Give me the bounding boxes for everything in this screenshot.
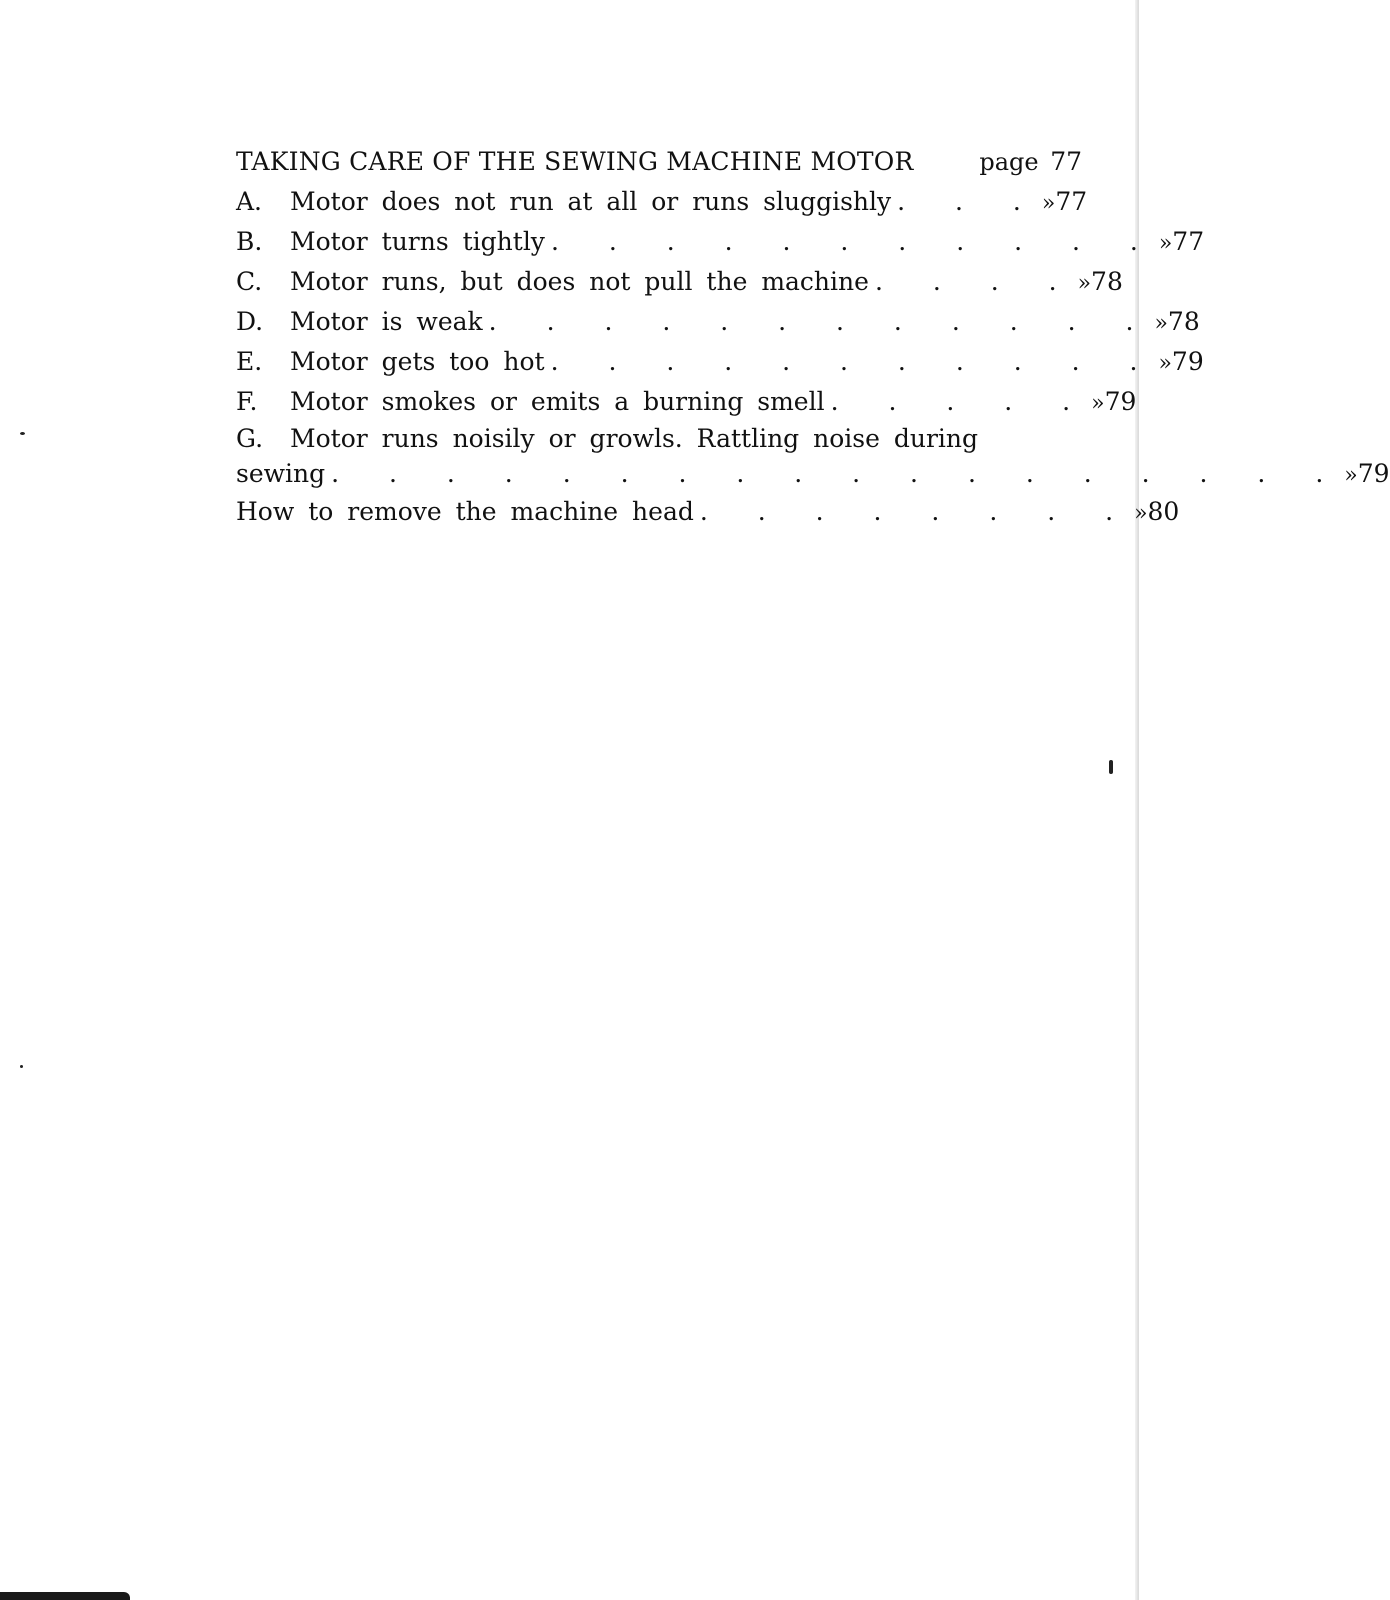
entry-letter: E. — [236, 347, 263, 376]
dot-leader: . . . . . . . . — [699, 497, 1135, 526]
page-number: 77 — [1172, 227, 1205, 256]
entry-letter: C. — [236, 267, 263, 296]
ditto-mark: » — [1344, 463, 1358, 488]
table-of-contents — [236, 142, 1390, 532]
entry-title: Motor smokes or emits a burning smell — [290, 387, 825, 416]
section-heading: TAKING CARE OF THE SEWING MACHINE MOTOR — [236, 147, 914, 176]
ditto-mark: » — [1091, 391, 1105, 416]
toc-entry — [236, 492, 1180, 532]
page-number: 80 — [1147, 497, 1180, 526]
scan-shadow — [0, 1592, 130, 1600]
toc-entry-multiline — [236, 422, 1390, 492]
toc-entry — [236, 182, 1088, 222]
entry-first-line — [236, 422, 1082, 456]
dot-leader: . . . . . — [830, 387, 1092, 416]
scan-speck — [1109, 760, 1113, 774]
entry-letter: F. — [236, 387, 258, 416]
entry-title: Motor turns tightly — [290, 227, 545, 256]
ditto-mark: » — [1158, 351, 1172, 376]
toc-entry — [236, 222, 1205, 262]
scan-speck — [20, 432, 25, 435]
page-number: 78 — [1091, 267, 1123, 296]
dot-leader: . . . — [897, 187, 1042, 216]
ditto-mark: » — [1154, 311, 1168, 336]
entry-letter: G. — [236, 424, 264, 453]
ditto-mark: » — [1041, 191, 1056, 216]
page-number: 78 — [1167, 307, 1200, 336]
entry-letter: D. — [236, 307, 264, 336]
toc-heading-row — [236, 142, 1082, 182]
dot-leader: . . . . . . . . . . . — [550, 347, 1159, 376]
page-number: 79 — [1171, 347, 1204, 376]
entry-title: Motor runs noisily or growls. Rattling noise during — [290, 424, 978, 453]
scan-speck — [20, 1065, 23, 1068]
ditto-mark: » — [1158, 231, 1173, 256]
page-number: 79 — [1357, 459, 1390, 488]
entry-title: How to remove the machine head — [236, 497, 694, 526]
page-number: 77 — [1050, 147, 1082, 176]
entry-letter: B. — [236, 227, 263, 256]
entry-title: Motor is weak — [290, 307, 483, 336]
toc-entry — [236, 262, 1123, 302]
entry-title: Motor runs, but does not pull the machine — [290, 267, 869, 296]
ditto-mark: » — [1134, 501, 1148, 526]
entry-letter: A. — [236, 187, 263, 216]
toc-entry — [236, 302, 1200, 342]
entry-second-line — [236, 456, 1390, 492]
dot-leader: . . . . . . . . . . . . . . . . . . — [331, 459, 1345, 488]
entry-title: Motor gets too hot — [290, 347, 545, 376]
dot-leader: . . . . . . . . . . . — [550, 227, 1159, 256]
entry-title: Motor does not run at all or runs sluggishly — [290, 187, 892, 216]
entry-title-continued: sewing — [236, 459, 326, 488]
toc-entry — [236, 382, 1137, 422]
page-number: 79 — [1104, 387, 1137, 416]
ditto-mark: » — [1077, 271, 1092, 296]
page-number: 77 — [1055, 187, 1088, 216]
dot-leader: . . . . . . . . . . . . — [488, 307, 1155, 336]
page-label: page — [979, 148, 1039, 176]
toc-entry — [236, 342, 1204, 382]
dot-leader: . . . . — [874, 267, 1078, 296]
